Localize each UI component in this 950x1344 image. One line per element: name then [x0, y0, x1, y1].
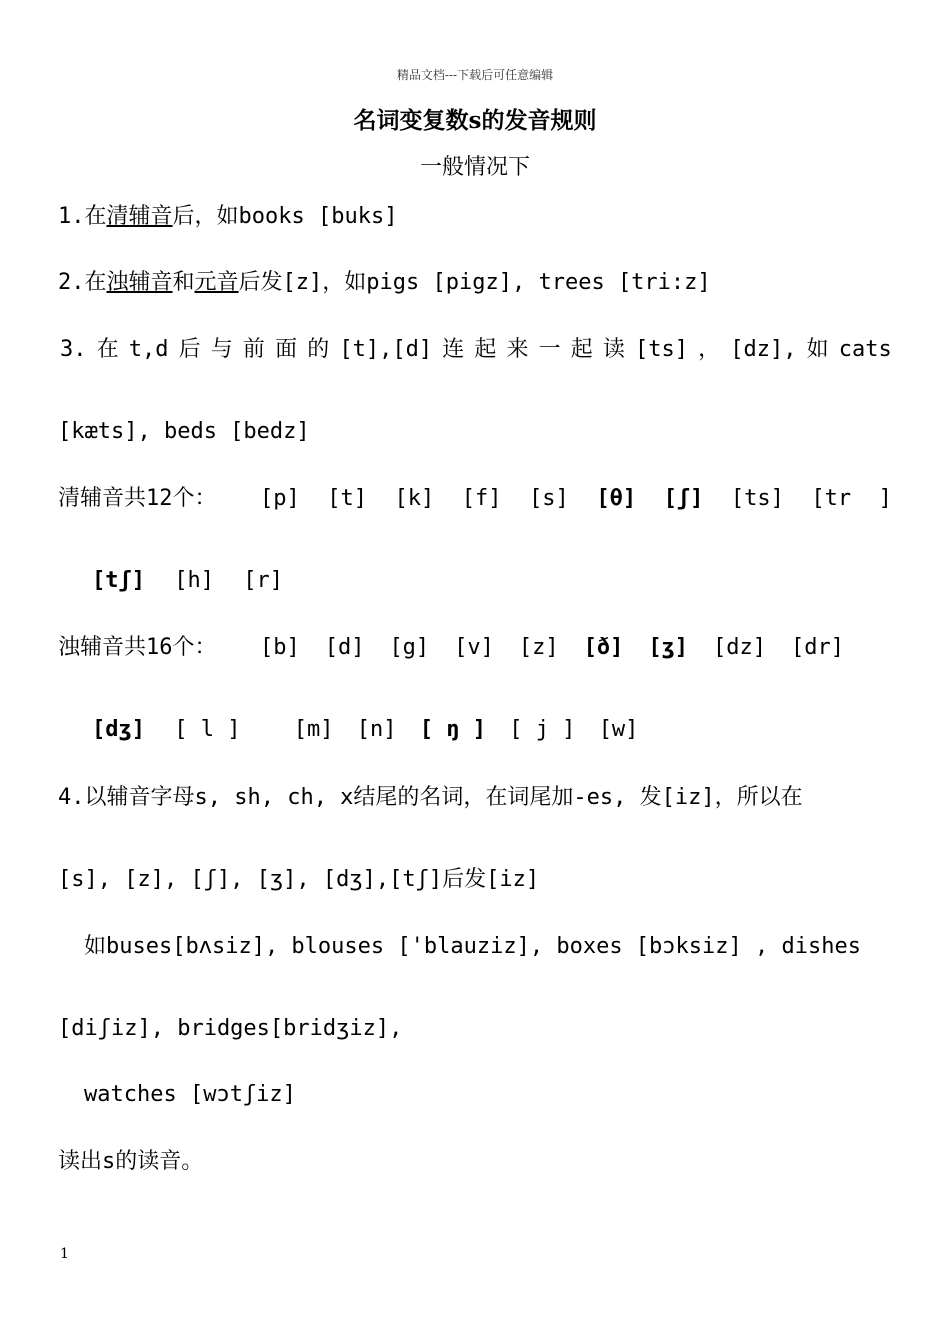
rule-3-word: 如: [806, 337, 829, 362]
rule-1: [58, 202, 397, 232]
phoneme: [h]: [174, 568, 214, 593]
rule-3-word: 起: [570, 337, 593, 362]
rule-4-line-2: [s], [z], [ʃ], [ʒ], [dʒ],[tʃ]后发[iz]: [58, 867, 540, 892]
phoneme: [ l ]: [174, 717, 241, 742]
rule-4-example-2: [diʃiz], bridges[bridʒiz],: [58, 1016, 403, 1041]
rule-2-number: 2.在: [58, 270, 107, 295]
rule-3-word: [t],[d]: [339, 337, 433, 362]
rule-3-word: 的: [307, 337, 330, 362]
phoneme: [p]: [260, 486, 300, 511]
rule-2-text: 后发[z]，如pigs [pigz], trees [tri:z]: [238, 270, 711, 295]
rule-3-line-2: [kæts], beds [bedz]: [58, 419, 310, 444]
rule-3-word: 在: [96, 337, 119, 362]
rule-3-word: 读: [602, 337, 625, 362]
rule-4-line-1: 4.以辅音字母s, sh, ch, x结尾的名词，在词尾加-es, 发[iz]，所以在: [58, 785, 803, 810]
phoneme: [v]: [454, 635, 494, 660]
rule-3-word: [dz],: [730, 337, 797, 362]
page-number: 1: [60, 1246, 69, 1262]
voiceless-label: 清辅音共12个：: [58, 486, 217, 511]
rule-3-word: 与: [210, 337, 233, 362]
phoneme: [dr]: [790, 635, 844, 660]
voiceless-row-1: [260, 484, 892, 514]
phoneme: [w]: [598, 717, 639, 742]
rule-3-word: 3.: [60, 337, 87, 362]
phoneme: [tʃ]: [92, 568, 145, 593]
rule-3-word: 连: [442, 337, 465, 362]
voiced-row-1: [260, 633, 844, 663]
phoneme: [b]: [260, 635, 300, 660]
phoneme: [n]: [356, 717, 397, 742]
phoneme: [r]: [243, 568, 283, 593]
phoneme: [tr: [811, 486, 852, 511]
voiced-row-2: [92, 715, 654, 745]
rule-2-underlined-term-1: 浊辅音: [106, 270, 173, 295]
phoneme: [ʃ]: [663, 486, 704, 511]
page-subtitle: 一般情况下: [419, 155, 530, 180]
rule-3-word: cats: [838, 337, 892, 362]
phoneme: [g]: [389, 635, 430, 660]
phoneme: [d]: [324, 635, 365, 660]
phoneme: [m]: [293, 717, 334, 742]
rule-2: [58, 268, 711, 298]
rule-1-text: 后，如books [buks]: [172, 204, 398, 229]
rule-3-word: 前: [242, 337, 265, 362]
phoneme: [θ]: [596, 486, 637, 511]
rule-2-underlined-term-2: 元音: [194, 270, 239, 295]
phoneme: [ʒ]: [648, 635, 689, 660]
rule-4-example-3: watches [wɔtʃiz]: [84, 1082, 296, 1107]
phoneme: [dʒ]: [92, 717, 145, 742]
phoneme: [t]: [327, 486, 368, 511]
rule-3-word: 面: [275, 337, 298, 362]
rule-3-word: 起: [474, 337, 497, 362]
rule-3-word: ，: [698, 337, 721, 362]
rule-1-underlined-term: 清辅音: [106, 204, 173, 229]
closing-instruction: 读出s的读音。: [58, 1149, 204, 1174]
rule-3-word: t,d: [128, 337, 169, 362]
phoneme: [f]: [461, 486, 502, 511]
rule-3-line-1: [60, 335, 892, 365]
phoneme: [ts]: [730, 486, 784, 511]
rule-2-connector: 和: [172, 270, 195, 295]
page-title: 名词变复数s的发音规则: [353, 107, 597, 134]
rule-1-number: 1.在: [58, 204, 107, 229]
rule-3-word: 一: [538, 337, 561, 362]
rule-3-word: [ts]: [635, 337, 689, 362]
phoneme: [k]: [394, 486, 435, 511]
phoneme: [s]: [529, 486, 569, 511]
page-header: 精品文档---下载后可任意编辑: [396, 68, 554, 82]
phoneme: [dz]: [713, 635, 767, 660]
phoneme: ]: [878, 486, 892, 511]
voiced-label: 浊辅音共16个：: [58, 635, 217, 660]
voiceless-row-2: [92, 566, 299, 596]
phoneme: [ j ]: [509, 717, 576, 742]
phoneme: [z]: [518, 635, 559, 660]
phoneme: [ð]: [583, 635, 624, 660]
rule-4-example-1: 如buses[bʌsiz], blouses ['blauziz], boxes [bɔksiz] , dishes: [84, 934, 861, 959]
rule-3-word: 后: [178, 337, 201, 362]
rule-3-word: 来: [506, 337, 529, 362]
phoneme: [ ŋ ]: [419, 717, 486, 742]
